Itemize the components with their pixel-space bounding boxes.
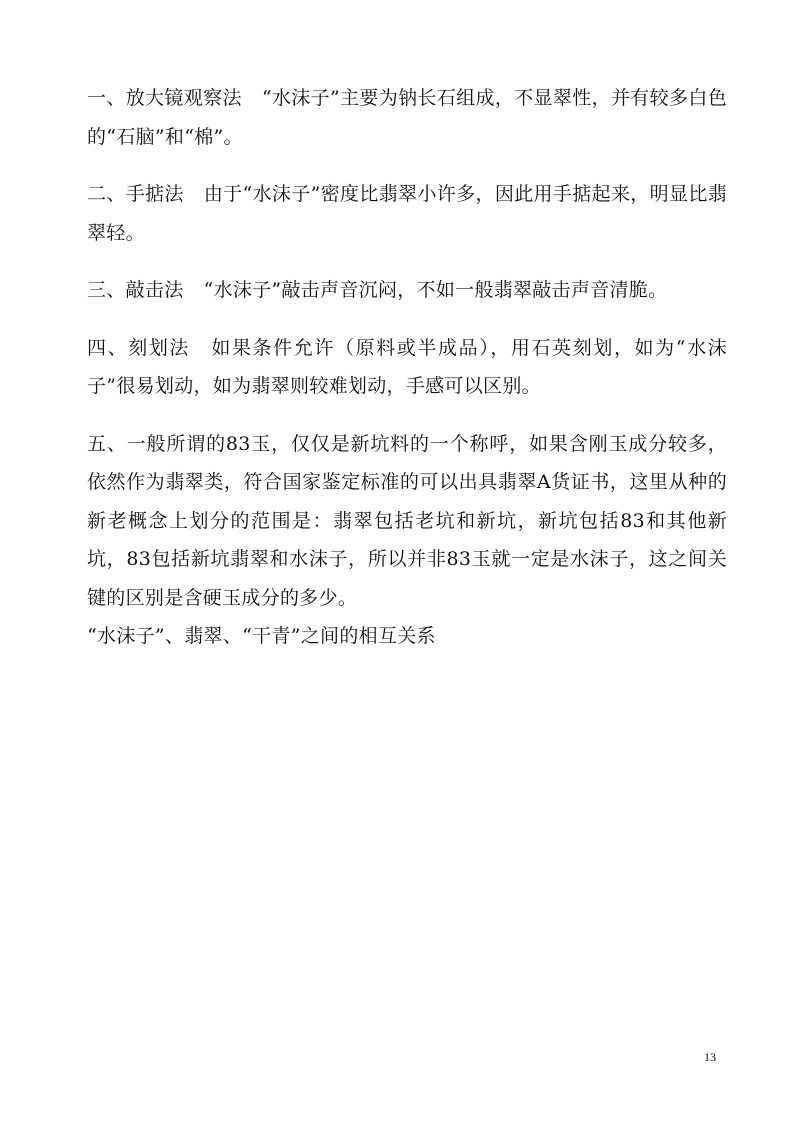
paragraph-text: 由于“水沫子”密度比翡翠小许多，因此用手掂起来，明显比翡翠轻。 bbox=[87, 183, 727, 244]
paragraph-scratch-method bbox=[87, 329, 727, 406]
paragraph-heading: 三、敲击法 bbox=[87, 279, 184, 301]
paragraph-hand-weighing-method bbox=[87, 175, 727, 252]
paragraph-heading: 二、手掂法 bbox=[87, 183, 184, 205]
paragraph-text: “水沫子”敲击声音沉闷，不如一般翡翠敲击声音清脆。 bbox=[203, 279, 668, 301]
paragraph-text: 仅仅是新坑料的一个称呼，如果含刚玉成分较多，依然作为翡翠类，符合国家鉴定标准的可以出具翡翠A货证书，这里从种的新老概念上划分的范围是：翡翠包括老坑和新坑，新坑包括83和其他新坑，83包括新坑翡翠和水沫子，所以并非83玉就一定是水沫子，这之间关键的区别是含硬玉成分的多少。 bbox=[87, 432, 727, 609]
paragraph-tapping-method bbox=[87, 271, 727, 310]
paragraph-heading: 五、一般所谓的83玉， bbox=[87, 432, 291, 455]
paragraph-text: 如果条件允许（原料或半成品），用石英刻划，如为“水沫子”很易划动，如为翡翠则较难划动，手感可以区别。 bbox=[87, 336, 727, 397]
paragraph-83-jade bbox=[87, 425, 727, 618]
closing-line: “水沫子”、翡翠、“干青”之间的相互关系 bbox=[87, 625, 436, 647]
paragraph-heading: 四、刻划法 bbox=[87, 336, 191, 359]
document-body bbox=[87, 79, 727, 656]
paragraph-magnifier-method bbox=[87, 79, 727, 156]
paragraph-text: “水沫子”主要为钠长石组成，不显翠性，并有较多白色的“石脑”和“棉”。 bbox=[87, 87, 727, 148]
paragraph-heading: 一、放大镜观察法 bbox=[87, 87, 242, 109]
page-number: 13 bbox=[704, 1050, 716, 1064]
